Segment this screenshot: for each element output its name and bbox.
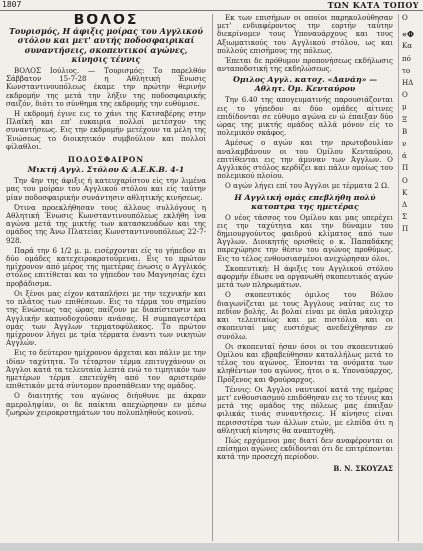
top-header-strip <box>0 0 423 11</box>
closing-paragraph: Πώς ερχόμενοι μας διατί δεν αναφέρονται οι επίσημοι αγώνες εκδίδονται ότι δε επιτρέπονται κατά την προσεχή περίοδον. <box>217 435 393 462</box>
article-paragraph: Την 6.40 της απογευματινής παρουσιάζονται εις το γήπεδον αι δύο ομάδες αίτινες επιδίδονται σε εύθυμο αγώνα εν ώ έπαιξαν δύο ώρας της μικτής ομάδος αλλά μόνον είς το πολεμικόν σκάφος. <box>217 95 393 138</box>
section-subtitle-football: ΠΟΔΟΣΦΑΙΡΟΝ <box>67 155 145 165</box>
left-column <box>6 14 206 541</box>
article-paragraph: Την 4ην της άφιξις ή κατευχαρίστου είς την λιμένα μας του μοίραν του Αγγλικού στόλου και είς ταύτην μίαν ποδοσφαιρικήν συνάντησιν αθλητικής κινήσεως. <box>6 176 206 202</box>
match-headline-3: Η Αγγλική ομάς επεβλήθη πολύ κατοπτρα της ημετέρας <box>234 192 376 211</box>
article-paragraph: Εκ των επισήμων οι οποίοι παρηκολούθησαν μετ' ενδιαφέροντος την εορτήν ταύτην διεκρίνομεν τους Υποναυάρχους και τους Αξιωματικούς του Αγγλικού στόλου, ως και πολλούς επισήμους της πόλεως. <box>217 14 393 55</box>
article-paragraph: Παρά την 6 1/2 μ. μ. εισέρχονται είς το γήπεδον αι δύο ομάδες κατεχειροκροτούμεναι. Εις το πρώτον ημίχρονον από μέρος της ημετέρας ένωσις ο Αγγλικός στόλος επιτίθεται και το γήπεδον του Μαγνησίας έχει προβάδισμα. <box>6 245 206 288</box>
truncated-text-fragment: ά <box>402 151 407 161</box>
year-fragment: 1807 <box>2 0 22 9</box>
right-column-fragment <box>398 14 423 541</box>
article-paragraph: Αμέσως ο αγών και την πρωτοβουλίαν αναλαμβάνουν οι του Ομίλου Κενταύρου, επιτίθενται εις την άμυναν των Άγγλων. Ο Αγγλικός στόλος κερδίζει και πάλιν ομοίως του πολεμικού πλοίου. <box>217 138 393 181</box>
truncated-text-fragment: Β <box>402 126 408 136</box>
truncated-text-fragment: Π <box>402 163 409 173</box>
article-paragraph: Έπεται δε πρόθυμον προπονήσεως εκδήλωσις ανταποδοτική της εκδηλώσεως. <box>217 56 393 74</box>
truncated-text-fragment: ΗΔ <box>402 78 414 88</box>
truncated-text-fragment: Σ <box>402 212 408 222</box>
truncated-text-fragment: πό <box>402 53 411 63</box>
article-paragraph: Η εκδρομή έγινε εις το χάνι της Κατσαβέρης στην Πλαϊκή και επ' ευκαιρία πολλοί μετέσχον της συναντήσεως. Εις την εκδρομήν μετέχουν τα μέλη της Ένώσεως το διοικητικόν συμβούλιον και πολλοί φίλαθλοι. <box>6 109 206 151</box>
truncated-text-fragment: Κα <box>402 41 413 51</box>
truncated-text-fragment: Ο <box>402 175 408 185</box>
truncated-text-fragment: Δ <box>402 200 408 210</box>
article-paragraph: Εις το δεύτερον ημίχρονον άρχεται και πάλιν με την ιδίαν ταχύτητα. Το τέταρτον τέρμα επιτυγχάνουν οι Άγγλοι κατά τα τελευταία λεπτά ενώ το τιμητικόν των ημετέρων τέρμα επετεύχθη από τον αριστερόν επιθετικόν μετά σύντομον προσπάθειαν της ομάδος. <box>6 348 206 391</box>
lead-headline: Τουρισμός, Η άφιξις μοίρας του Αγγλικού στόλου και μετ' αυτής ποδοσφαιρικαί συναντήσεις, σκοπευτικοί αγώνες, κίνησις τέννις <box>9 26 203 64</box>
article-paragraph: Ότινα προεκλήθησαν τους άλλους συλλόγους η Αθλητική Ένωσις Κωνσταντινουπόλεως εκλήθη ίνα αγώνα μετά της μικτής των κατασκευάδων και της ομάδος της Άνω Πλατείας Κωνσταντινουπόλεως 22-7-928. <box>6 202 206 245</box>
article-paragraph: Σκοπευτική: Η άφιξις του Αγγλικού στόλου αφορμήν έδωσε να οργανωθή σκοπευτικός αγών μετά των πληρωμάτων. <box>217 263 393 290</box>
match-headline: Μικτή Αγγλ. Στόλου & Α.Ε.Κ.Β. 4-1 <box>27 165 185 175</box>
article-paragraph: Οι σκοπευταί ήσαν όσοι οι του σκοπευτικού Ομίλου και εβραβεύθησαν καταλλήλως μετά το τέλος του αγώνος. Έπονται τα ονόματα των κληθέντων του αγώνος, ήτοι ο κ. Υποναύαρχος, Πρόξενος και Φρούραρχος. <box>217 341 393 384</box>
article-paragraph: ΒΟΛΟΣ Ιούλιος. — Τουρισμός: Το παρελθόν Σάββατον 15-7-28 η Αθλητική Ένωσις Κωνσταντινουπόλεως έκαμε την πρώτην θερινήν εκδρομήν της μετά την λήξιν της ποδοσφαιρικής σαιζόν, διότι το σύνθημα της εκδρομής την ευθύμισε. <box>6 66 206 108</box>
article-paragraph: Ο αγών λήγει επί του Άγγλοι με τέρματα 2 Ω. <box>225 181 390 191</box>
tennis-paragraph: Τέννις: Οι Άγγλοι ναυτικοί κατά της ημέρας μετ' ενθουσιασμού επιδόθησαν εις το τέννις και μετά της ομάδος της πόλεως μας έπαιξαν φιλικάς τινάς συναντήσεις. Η κίνησις είναι περισσοτέρα των άλλων ετών, με ελπίδα ότι η αθλητική κίνησις θα αναπτυχθή. <box>217 384 393 435</box>
truncated-text-fragment: μ <box>402 102 407 112</box>
article-paragraph: Οι ξένοι μας είχον καταπλήσει με την τεχνικήν και το πλάτος των επιθέσεων. Εις το τέρμα του σημείου της Ενώσεως τας ώρας παίζουν με διαπίστευσιν και Αγγλικήν καπνοδοχούσαν ανάσας. Η συμπαγεστέρα ομάς των Άγγλων τερματοφύλακος. Το πρώτον ημίχρονον λήγει με τρία τέρματα έναντι των νικητών Αγγλών. <box>6 288 206 348</box>
article-paragraph: Ο νέος τάσσος του Ομίλου και μας υπερέχει εις την ταχύτητα και την δύναμιν του δημιουργούντος φαιδρού κλίματος από των Άγγλων. Διοικητής ορισθείς ο κ. Παπαδάκης παρεχώρησε την θέσιν του αγώνος προθύμως. Εις το τέλος ενθουσιασμένοι ανεχώρησαν όλοι. <box>217 212 393 263</box>
middle-column <box>212 14 393 541</box>
truncated-text-fragment: Π <box>402 224 409 234</box>
section-title-volos: ΒΟΛΟΣ <box>73 14 139 28</box>
truncated-text-fragment: Ο <box>402 90 408 100</box>
truncated-text-fragment: Κ <box>402 187 408 197</box>
truncated-text-fragment: Ο <box>402 14 408 22</box>
article-paragraph: Ο διαιτητής του αγώνος διήυθυνε με άκραν αμεροληψίαν, οι δε παίκται απεχώρησαν εν μέσω ζωηρών χειροκροτημάτων του πολυπληθούς κοινού. <box>6 391 206 417</box>
fragment-list <box>402 14 423 234</box>
bottom-scan-edge <box>0 543 423 551</box>
truncated-text-fragment: «Φ <box>402 29 414 40</box>
running-head: ΤΩΝ ΚΑΤΑ ΤΟΠΟΥ <box>327 0 419 10</box>
truncated-text-fragment: ν <box>402 139 407 149</box>
truncated-text-fragment: το <box>402 65 411 75</box>
author-signature: Β. Ν. ΣΚΟΥΖΑΣ <box>333 463 393 473</box>
match-headline-2: Όμιλος Αγγλ. κατοχ. «Δανάη» — Αθλητ. Όμ. Κενταύρου <box>233 75 377 94</box>
truncated-text-fragment: Ξ <box>402 114 407 124</box>
article-paragraph: Ο σκοπευτικός όμιλος του Βόλου διαγωνίζεται με τους Άγγλους ναύτας εις το πεδίον βολής. Αι βολαί είναι με όπλα μάνλιχερ και τελευταίως και με πιστόλια και οι σκοπευταί μας ευστόχως ανεδείχθησαν εν συνόλω. <box>217 290 393 341</box>
